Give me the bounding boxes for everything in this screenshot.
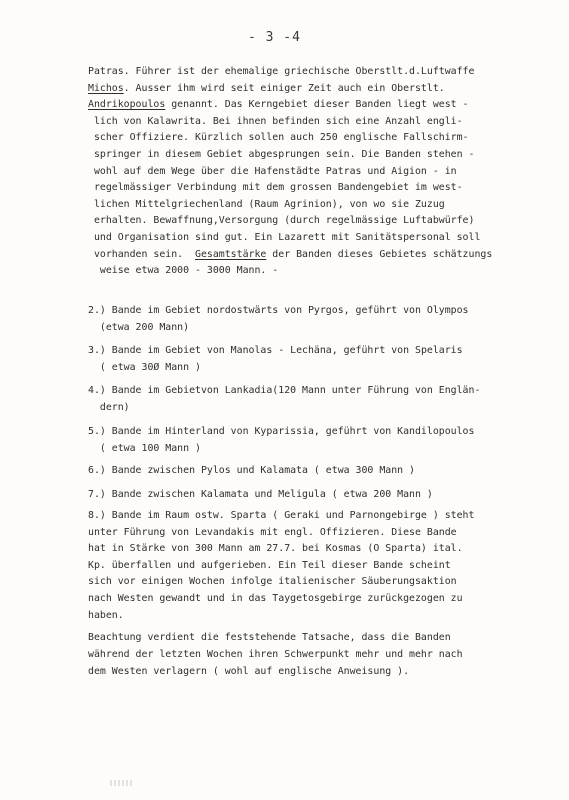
underlined-name: Andrikopoulos — [88, 99, 166, 110]
text-span: . Ausser ihm wird seit einiger Zeit auch ein Oberstlt. — [123, 83, 445, 94]
list-item-line: 4.) Bande im Gebietvon Lankadia(120 Mann unter Führung von Englän- — [88, 385, 481, 396]
underlined-name: Gesamtstärke — [195, 249, 267, 260]
list-item-line: 6.) Bande zwischen Pylos und Kalamata ( etwa 300 Mann ) — [88, 465, 415, 476]
text-line: regelmässiger Verbindung mit dem grossen Bandengebiet im west- — [88, 182, 463, 193]
list-item-line: dern) — [88, 402, 130, 413]
text-line: Patras. Führer ist der ehemalige griechische Oberstlt.d.Luftwaffe — [88, 66, 475, 77]
underlined-name: Spelaris — [415, 345, 463, 356]
text-span: 2.) Bande im Gebiet nordostwärts von Pyrgos, geführt von — [88, 305, 427, 316]
text-span: 3.) Bande im Gebiet von Manolas - Lechäna, geführt von — [88, 345, 415, 356]
list-item-line: hat in Stärke von 300 Mann am 27.7. bei Kosmas (O Sparta) ital. — [88, 543, 463, 554]
text-line: wohl auf dem Wege über die Hafenstädte Patras und Aigion - in — [88, 166, 457, 177]
list-item-line: ( etwa 100 Mann ) — [88, 443, 201, 454]
text-line — [88, 99, 469, 111]
list-item-line: ( etwa 30Ø Mann ) — [88, 362, 201, 373]
list-item-line: unter Führung von Levandakis mit engl. Offizieren. Diese Bande — [88, 527, 457, 538]
text-line: scher Offiziere. Kürzlich sollen auch 250 englische Fallschirm- — [88, 132, 469, 143]
list-item-line — [88, 426, 474, 438]
list-item-line: (etwa 200 Mann) — [88, 322, 190, 333]
text-line: erhalten. Bewaffnung,Versorgung (durch regelmässige Luftabwürfe) — [88, 215, 475, 226]
list-item-line: Kp. überfallen und aufgerieben. Ein Teil dieser Bande scheint — [88, 560, 451, 571]
text-line: und Organisation sind gut. Ein Lazarett mit Sanitätspersonal soll — [88, 232, 481, 243]
text-line — [88, 249, 492, 261]
page-number: - 3 -4 — [248, 30, 301, 45]
text-line: lichen Mittelgriechenland (Raum Agrinion), von wo sie Zuzug — [88, 199, 445, 210]
scan-smudge — [110, 780, 132, 786]
text-line: Beachtung verdient die feststehende Tatsache, dass die Banden — [88, 632, 451, 643]
list-item-line: sich vor einigen Wochen infolge italienischer Säuberungsaktion — [88, 576, 457, 587]
list-item-line — [88, 345, 463, 357]
text-line: weise etwa 2000 - 3000 Mann. - — [88, 265, 279, 276]
list-item-line: 7.) Bande zwischen Kalamata und Meligula ( etwa 200 Mann ) — [88, 489, 433, 500]
list-item-line — [88, 305, 469, 317]
underlined-name: Olympos — [426, 305, 469, 316]
text-line: springer in diesem Gebiet abgesprungen sein. Die Banden stehen - — [88, 149, 475, 160]
text-span: genannt. Das Kerngebiet dieser Banden liegt west - — [165, 99, 469, 110]
underlined-name: Kandilopoulos — [397, 426, 475, 437]
list-item-line: haben. — [88, 610, 124, 621]
list-item-line: 8.) Bande im Raum ostw. Sparta ( Geraki und Parnongebirge ) steht — [88, 510, 475, 521]
list-item-line: nach Westen gewandt und in das Taygetosgebirge zurückgezogen zu — [88, 593, 463, 604]
text-span: der Banden dieses Gebietes schätzungs — [266, 249, 493, 260]
text-span: vorhanden sein. — [88, 249, 196, 260]
underlined-name: Michos — [88, 83, 124, 94]
text-span: 5.) Bande im Hinterland von Kyparissia, geführt von — [88, 426, 398, 437]
text-line — [88, 83, 445, 95]
text-line: dem Westen verlagern ( wohl auf englische Anweisung ). — [88, 666, 410, 677]
text-line: während der letzten Wochen ihren Schwerpunkt mehr und mehr nach — [88, 649, 463, 660]
text-line: lich von Kalawrita. Bei ihnen befinden sich eine Anzahl engli- — [88, 116, 463, 127]
